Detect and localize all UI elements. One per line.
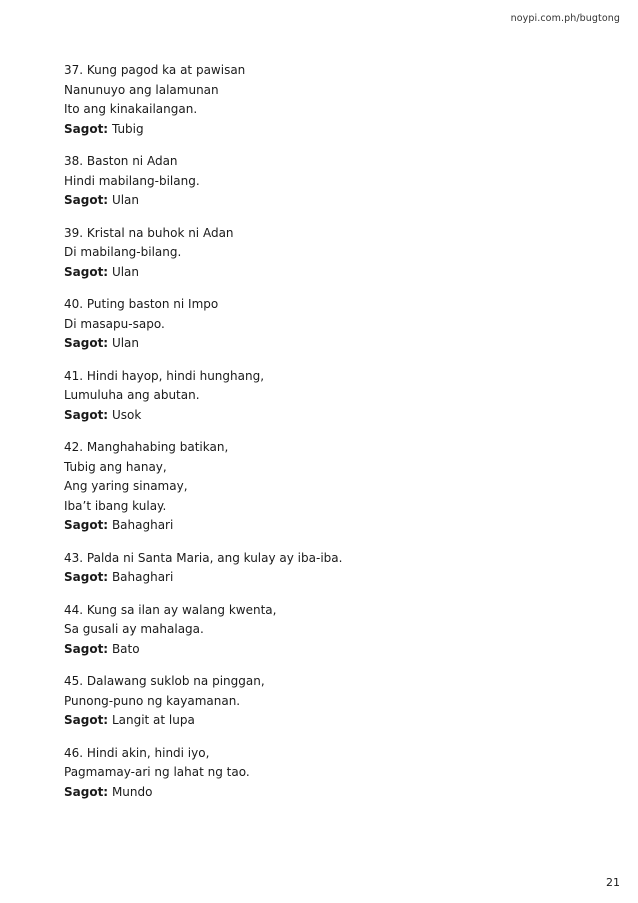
riddle-line: Ang yaring sinamay, xyxy=(64,479,188,493)
answer-label: Sagot: xyxy=(64,193,109,207)
riddle-item xyxy=(64,744,604,803)
answer-label: Sagot: xyxy=(64,121,109,136)
riddle-line: Sa gusali ay mahalaga. xyxy=(64,622,204,636)
riddle-line: 44. Kung sa ilan ay walang kwenta, xyxy=(64,602,277,617)
answer-label: Sagot: xyxy=(64,713,109,727)
answer-value: Langit at lupa xyxy=(111,713,195,727)
riddle-line: Di mabilang-bilang. xyxy=(64,245,182,259)
answer-label: Sagot: xyxy=(64,518,109,532)
answer-value: Ulan xyxy=(111,336,140,350)
riddle-line: Punong-puno ng kayamanan. xyxy=(64,693,241,708)
answer-value: Usok xyxy=(111,407,142,422)
answer-label: Sagot: xyxy=(64,336,109,350)
riddle-line: 45. Dalawang suklob na pinggan, xyxy=(64,674,265,688)
riddle-item xyxy=(64,601,604,660)
answer-value: Ulan xyxy=(111,264,140,279)
riddle-item xyxy=(64,438,604,536)
riddle-item xyxy=(64,152,604,211)
riddle-item xyxy=(64,295,604,354)
answer-value: Mundo xyxy=(111,784,153,799)
answer-label: Sagot: xyxy=(64,264,109,279)
riddle-line: 39. Kristal na buhok ni Adan xyxy=(64,225,234,240)
riddle-item xyxy=(64,61,604,139)
riddle-line: 43. Palda ni Santa Maria, ang kulay ay iba-iba. xyxy=(64,550,343,565)
riddle-line: 40. Puting baston ni Impo xyxy=(64,297,219,311)
answer-label: Sagot: xyxy=(64,407,109,422)
riddle-line: 46. Hindi akin, hindi iyo, xyxy=(64,745,210,760)
riddle-answer xyxy=(64,783,604,803)
riddle-item xyxy=(64,672,604,731)
answer-value: Bato xyxy=(111,641,140,656)
answer-label: Sagot: xyxy=(64,570,109,584)
riddle-item xyxy=(64,549,604,588)
answer-label: Sagot: xyxy=(64,784,109,799)
riddle-item xyxy=(64,367,604,426)
riddle-item xyxy=(64,224,604,283)
riddle-line: Hindi mabilang-bilang. xyxy=(64,173,200,188)
page-number: 21 xyxy=(606,876,620,889)
riddle-line: 38. Baston ni Adan xyxy=(64,154,178,168)
riddle-list xyxy=(64,61,604,815)
riddle-answer xyxy=(64,711,604,731)
riddle-line: Lumuluha ang abutan. xyxy=(64,388,200,402)
answer-value: Bahaghari xyxy=(111,518,174,532)
riddle-answer xyxy=(64,406,604,426)
riddle-line: Pagmamay-ari ng lahat ng tao. xyxy=(64,765,250,779)
riddle-line: Di masapu-sapo. xyxy=(64,316,165,331)
source-url: noypi.com.ph/bugtong xyxy=(510,13,620,24)
riddle-answer xyxy=(64,568,604,588)
answer-value: Tubig xyxy=(111,121,144,136)
riddle-line: Iba’t ibang kulay. xyxy=(64,498,167,513)
riddle-answer xyxy=(64,263,604,283)
answer-value: Ulan xyxy=(111,193,140,207)
riddle-line: Ito ang kinakailangan. xyxy=(64,102,198,116)
riddle-answer xyxy=(64,334,604,354)
answer-label: Sagot: xyxy=(64,641,109,656)
answer-value: Bahaghari xyxy=(111,570,174,584)
riddle-line: 37. Kung pagod ka at pawisan xyxy=(64,63,246,77)
riddle-line: Tubig ang hanay, xyxy=(64,459,167,474)
riddle-answer xyxy=(64,516,604,536)
riddle-answer xyxy=(64,191,604,211)
riddle-answer xyxy=(64,640,604,660)
riddle-line: 42. Manghahabing batikan, xyxy=(64,440,229,454)
riddle-line: 41. Hindi hayop, hindi hunghang, xyxy=(64,368,265,383)
riddle-answer xyxy=(64,120,604,140)
riddle-line: Nanunuyo ang lalamunan xyxy=(64,82,219,97)
